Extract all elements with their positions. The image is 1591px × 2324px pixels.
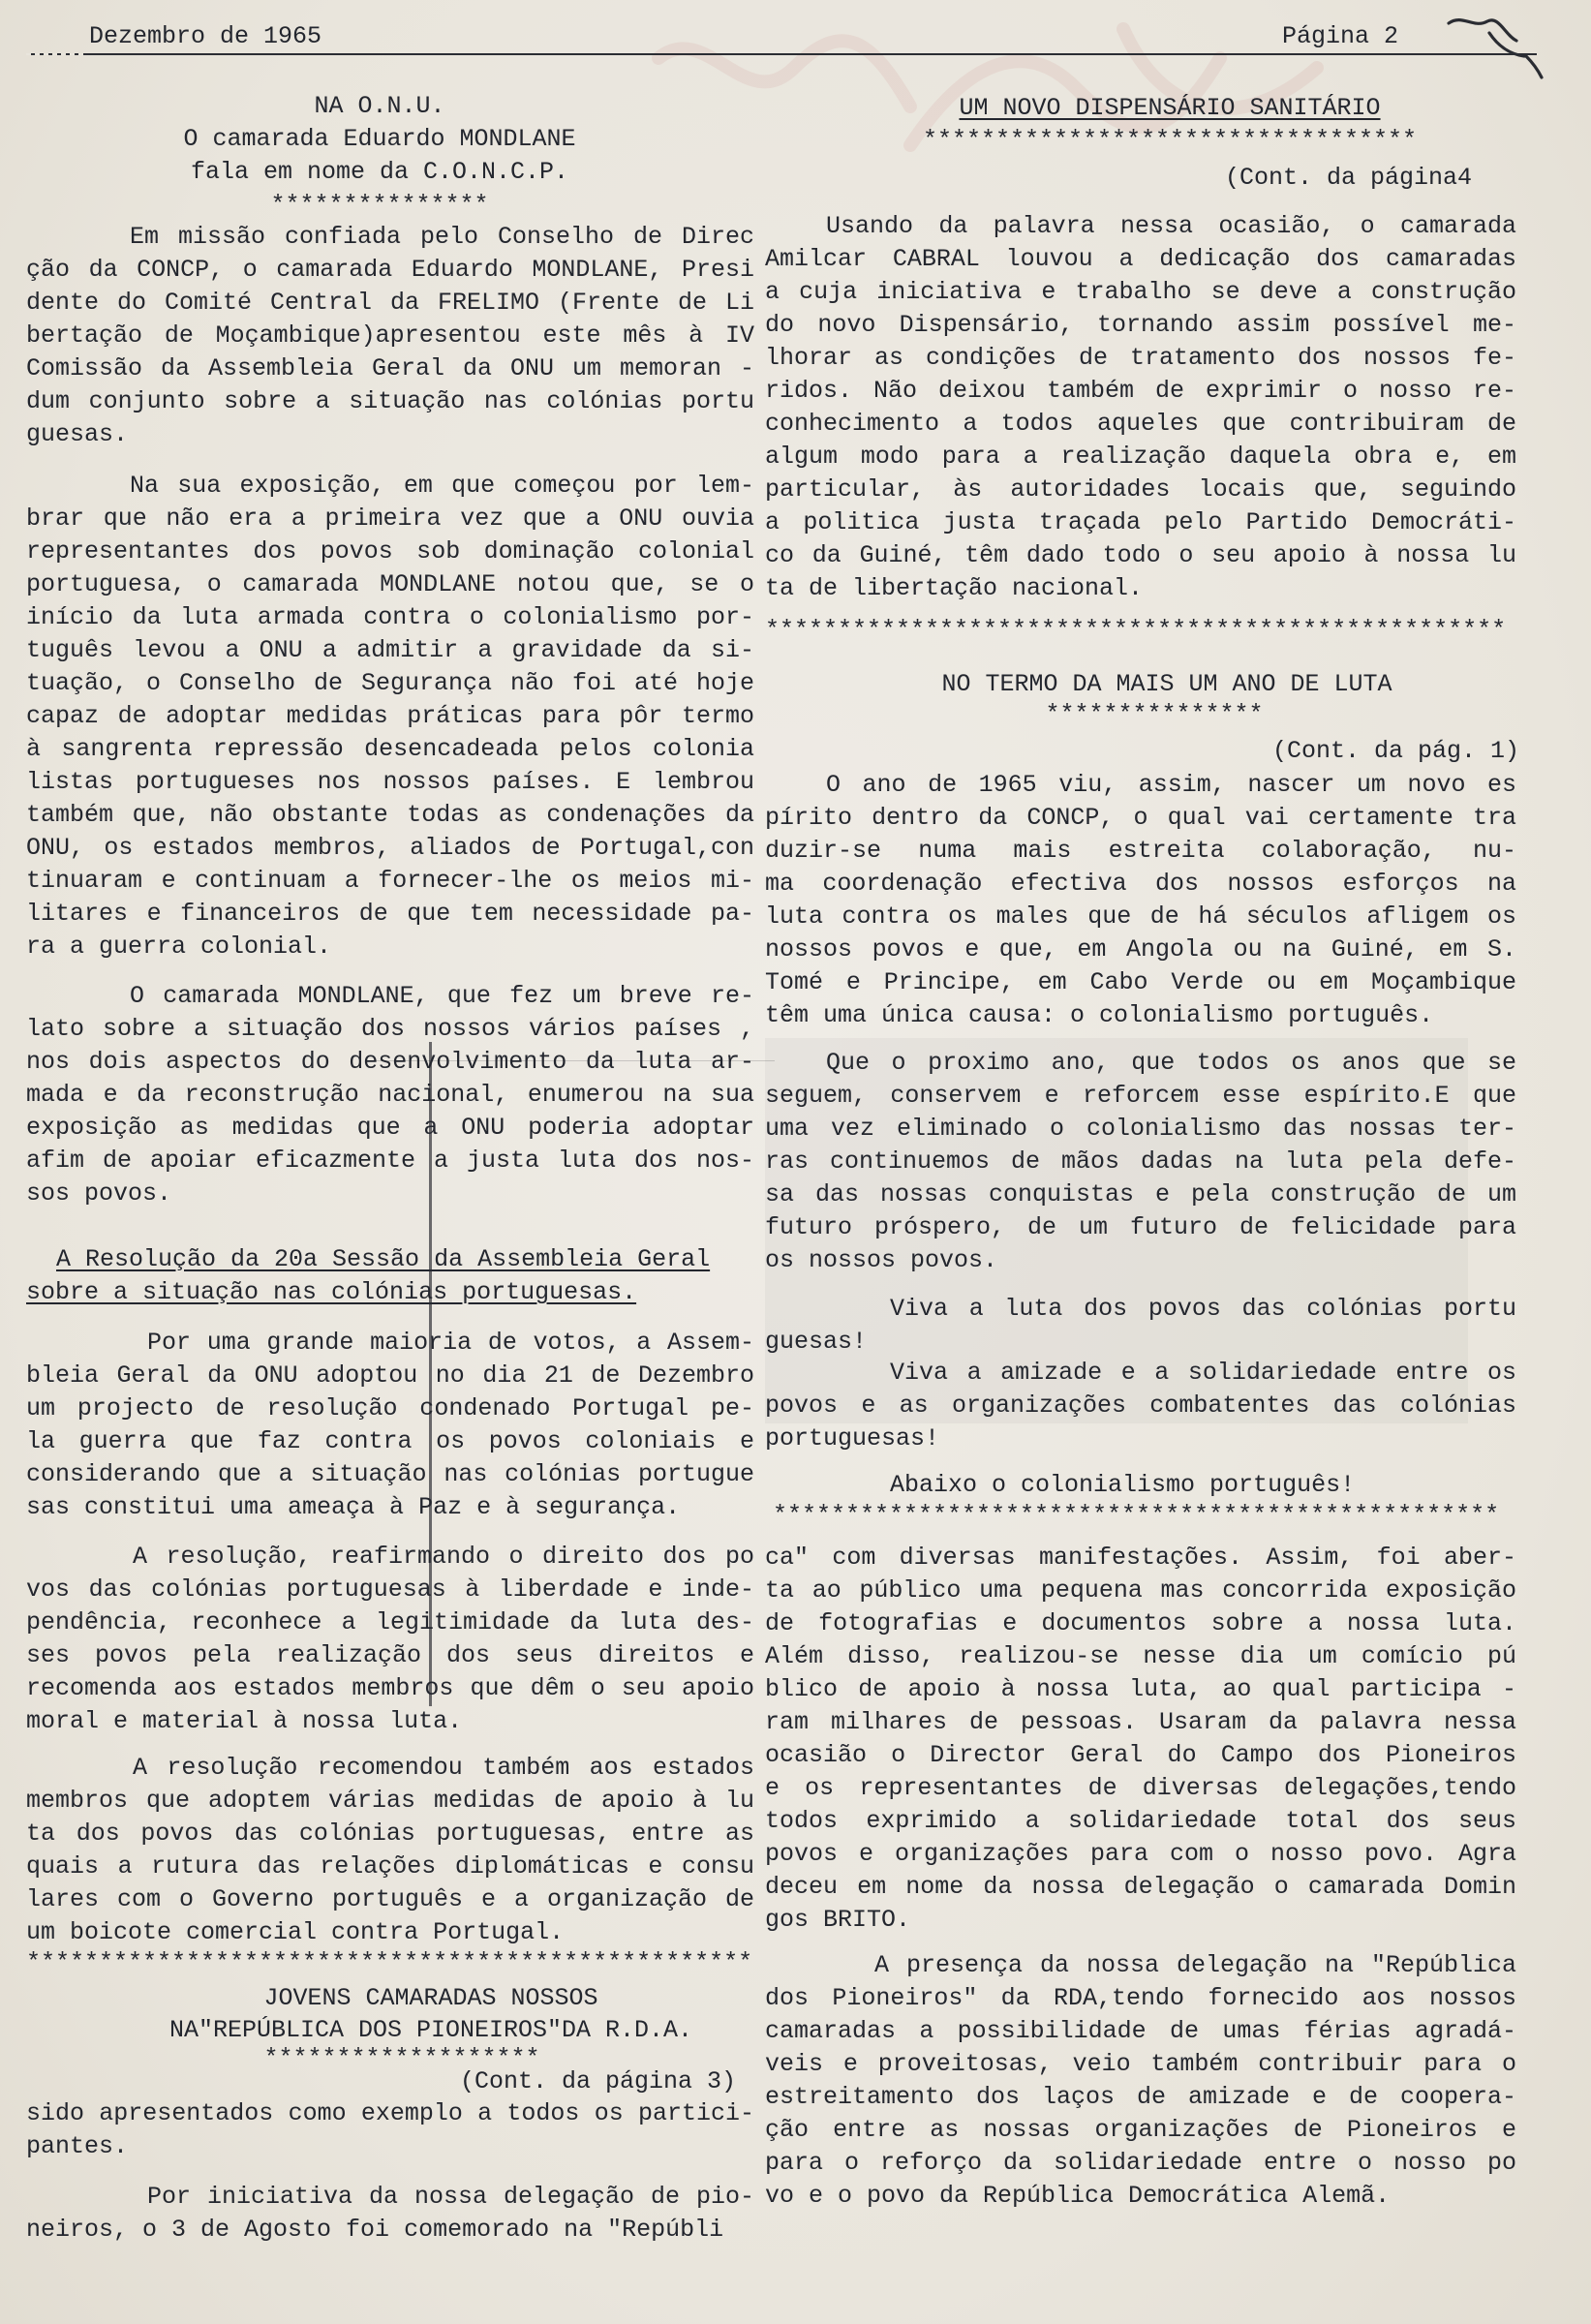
text-line: sos povos. <box>26 1179 172 1208</box>
text-line: quais a rutura das relações diplomáticas e consu <box>26 1852 754 1881</box>
paragraph <box>765 769 1516 1032</box>
subheading-line: A Resolução da 20a Sessão da Assembleia Geral <box>56 1245 711 1273</box>
text-line: ção entre as nossas organizações de Pioneiros e <box>765 2116 1516 2144</box>
text-line: uma vez eliminado o colonialismo das nossas ter- <box>765 1115 1516 1143</box>
text-line: Por iniciativa da nossa delegação de pio- <box>147 2183 754 2211</box>
text-line: sido apresentados como exemplo a todos os partici- <box>26 2099 754 2127</box>
text-line: particular, às autoridades locais que, seguindo <box>765 475 1516 504</box>
text-line: guesas! <box>765 1328 868 1356</box>
text-line: do novo Dispensário, tornando assim possível me- <box>765 311 1516 339</box>
text-line: membros que adoptem várias medidas de apoio à lu <box>26 1787 754 1815</box>
paragraph <box>26 2097 754 2163</box>
text-line: conhecimento a todos aqueles que contribuiram de <box>765 410 1516 438</box>
text-line: Abaixo o colonialismo português! <box>890 1471 1356 1499</box>
text-line: estreitamento dos laços de amizade e de coopera- <box>765 2083 1516 2111</box>
text-line: para o reforço da solidariedade entre o nosso po <box>765 2149 1516 2177</box>
text-line: camaradas a possibilidade de umas férias agradá- <box>765 2017 1516 2045</box>
text-line: vos das colónias portuguesas à liberdade e inde- <box>26 1575 754 1604</box>
continued-from-note: (Cont. da pág. 1) <box>1272 737 1520 765</box>
text-line: la guerra que faz contra os povos coloniais e <box>26 1427 754 1455</box>
text-line: A resolução, reafirmando o direito dos po <box>133 1543 754 1571</box>
text-line: futuro próspero, de um futuro de felicidade para <box>765 1213 1516 1241</box>
text-line: povos e as organizações combatentes das colónias <box>765 1391 1516 1420</box>
header-rule <box>26 53 1537 55</box>
text-line: Amilcar CABRAL louvou a dedicação dos camaradas <box>765 245 1516 273</box>
text-line: dente do Comité Central da FRELIMO (Frente de Li <box>26 289 754 317</box>
text-line: Usando da palavra nessa ocasião, o camarada <box>826 212 1516 240</box>
text-line: tinuaram e continuam a fornecer-lhe os meios mi- <box>26 867 754 895</box>
article-title: NA O.N.U. <box>314 92 445 120</box>
text-line: à sangrenta repressão desencadeada pelos colonia <box>26 735 754 763</box>
text-line: e os representantes de diversas delegações,tendo <box>765 1774 1516 1802</box>
star-separator: ************************************************** <box>26 1948 753 1976</box>
text-line: O camarada MONDLANE, que fez um breve re- <box>130 982 754 1010</box>
text-line: dum conjunto sobre a situação nas colónias portu <box>26 387 754 415</box>
text-line: bertação de Moçambique)apresentou este mês à IV <box>26 321 754 350</box>
text-line: Por uma grande maioria de votos, a Assem- <box>147 1329 754 1357</box>
article-title: NA"REPÚBLICA DOS PIONEIROS"DA R.D.A. <box>168 2016 693 2044</box>
text-line: brar que não era a primeira vez que a ONU ouvia <box>26 505 754 533</box>
text-line: tuguês levou a ONU a admitir a gravidade da si- <box>26 636 754 664</box>
article-title: JOVENS CAMARADAS NOSSOS <box>263 1984 598 2012</box>
text-line: ONU, os estados membros, aliados de Portugal,con <box>26 834 754 862</box>
text-line: tuação, o Conselho de Segurança não foi até hoje <box>26 669 754 697</box>
title-stars: ********************************** <box>922 126 1418 154</box>
star-separator: ************************************************** <box>773 1501 1500 1529</box>
text-line: gos BRITO. <box>765 1906 911 1934</box>
subheading-line: sobre a situação nas colónias portuguesas. <box>26 1278 637 1306</box>
text-line: ção da CONCP, o camarada Eduardo MONDLANE, Presi <box>26 256 754 284</box>
paragraph <box>26 980 754 1210</box>
paragraph <box>26 1541 754 1738</box>
text-line: duzir-se numa mais estreita colaboração, nu- <box>765 837 1516 865</box>
text-line: ridos. Não deixou também de exprimir o nosso re- <box>765 377 1516 405</box>
text-line: portuguesas! <box>765 1424 940 1452</box>
article-subtitle: fala em nome da C.O.N.C.P. <box>190 158 569 186</box>
text-line: ra a guerra colonial. <box>26 933 332 961</box>
paragraph <box>26 2181 754 2247</box>
paragraph <box>26 1327 754 1524</box>
text-line: litares e financeiros de que tem necessidade pa- <box>26 900 754 928</box>
article-title <box>794 92 1545 125</box>
slogan <box>765 1293 1516 1359</box>
paragraph <box>26 470 754 963</box>
text-line: um projecto de resolução condenado Portugal pe- <box>26 1394 754 1422</box>
text-line: nossos povos e que, em Angola ou na Guiné, em S. <box>765 935 1516 963</box>
text-line: pírito dentro da CONCP, o qual vai certamente tra <box>765 804 1516 832</box>
text-line: Na sua exposição, em que começou por lem- <box>130 472 754 500</box>
text-line: Que o proximo ano, que todos os anos que se <box>826 1049 1516 1077</box>
handwritten-mark <box>1441 6 1547 83</box>
text-line: A resolução recomendou também aos estados <box>133 1754 754 1782</box>
text-line: lhorar as condições de tratamento dos nossos fe- <box>765 344 1516 372</box>
text-line: povos e organizações para com o nosso povo. Agra <box>765 1840 1516 1868</box>
text-line: de fotografias e documentos sobre a nossa luta. <box>765 1609 1516 1637</box>
text-line: sas constitui uma ameaça à Paz e à segurança. <box>26 1493 681 1521</box>
text-line: têm uma única causa: o colonialismo português. <box>765 1001 1434 1029</box>
text-line: seguem, conservem e reforcem esse espírito.E que <box>765 1082 1516 1110</box>
title-stars: ******************* <box>263 2044 540 2072</box>
text-line: recomenda aos estados membros que dêm o seu apoio <box>26 1674 754 1702</box>
paragraph <box>26 221 754 451</box>
continued-from-note: (Cont. da página 3) <box>460 2067 737 2095</box>
slogan <box>765 1469 1516 1502</box>
text-line: ses povos pela realização dos seus direitos e <box>26 1641 754 1669</box>
text-line: Viva a luta dos povos das colónias portu <box>890 1295 1516 1323</box>
text-line: ras continuemos de mãos dadas na luta pela defe- <box>765 1147 1516 1176</box>
text-line: neiros, o 3 de Agosto foi comemorado na "Repúbli <box>26 2216 724 2244</box>
text-line: Comissão da Assembleia Geral da ONU um memoran - <box>26 354 754 382</box>
text-line: vo e o povo da República Democrática Alemã. <box>765 2182 1391 2210</box>
paragraph <box>765 1542 1516 1937</box>
text-line: afim de apoiar eficazmente a justa luta dos nos- <box>26 1147 754 1175</box>
text-line: lato sobre a situação dos nossos vários países , <box>26 1015 754 1043</box>
text-line: mada e da reconstrução nacional, enumerou na sua <box>26 1081 754 1109</box>
text-line: todos exprimido a solidariedade total dos seus <box>765 1807 1516 1835</box>
text-line: capaz de adoptar medidas práticas para pôr termo <box>26 702 754 730</box>
text-line: um boicote comercial contra Portugal. <box>26 1918 565 1946</box>
text-line: portuguesa, o camarada MONDLANE notou que, se o <box>26 570 754 598</box>
issue-date: Dezembro de 1965 <box>89 22 322 50</box>
text-line: guesas. <box>26 420 129 448</box>
text-line: ca" com diversas manifestações. Assim, foi aber- <box>765 1544 1516 1572</box>
text-line: a politica justa traçada pelo Partido Democráti- <box>765 508 1516 536</box>
article-subtitle: O camarada Eduardo MONDLANE <box>183 125 576 153</box>
text-line: nos dois aspectos do desenvolvimento da luta ar- <box>26 1048 754 1076</box>
page-number: Página 2 <box>1282 22 1399 50</box>
text-line: Em missão confiada pelo Conselho de Direc <box>130 223 754 251</box>
slogan <box>765 1357 1516 1455</box>
text-line: O ano de 1965 viu, assim, nascer um novo es <box>826 771 1516 799</box>
text-line: co da Guiné, têm dado todo o seu apoio à nossa lu <box>765 541 1516 569</box>
star-separator: *************************************************** <box>765 616 1507 644</box>
text-line: bleia Geral da ONU adoptou no dia 21 de Dezembro <box>26 1361 754 1390</box>
text-line: a cuja iniciativa e trabalho se deve a construção <box>765 278 1516 306</box>
text-line: ta dos povos das colónias portuguesas, entre as <box>26 1819 754 1848</box>
header-rule-dashed-start <box>26 53 84 55</box>
text-line: considerando que a situação nas colónias portugue <box>26 1460 754 1488</box>
text-line: pantes. <box>26 2132 129 2160</box>
article-title-text: UM NOVO DISPENSÁRIO SANITÁRIO <box>959 94 1381 122</box>
text-line: representantes dos povos sob dominação colonial <box>26 537 754 566</box>
text-line: ram milhares de pessoas. Usaram da palavra nessa <box>765 1708 1516 1736</box>
text-line: pendência, reconhece a legitimidade da luta des- <box>26 1608 754 1636</box>
text-line: exposição as medidas que a ONU poderia adoptar <box>26 1114 754 1142</box>
continued-from-note: (Cont. da página4 <box>1225 164 1473 192</box>
text-line: ma coordenação efectiva dos nossos esforços na <box>765 870 1516 898</box>
text-line: os nossos povos. <box>765 1246 998 1274</box>
text-line: veis e proveitosas, veio também contribuir para o <box>765 2050 1516 2078</box>
title-stars: *************** <box>1045 700 1264 728</box>
paragraph <box>26 1752 754 1949</box>
paragraph <box>765 1047 1516 1277</box>
text-line: Viva a amizade e a solidariedade entre os <box>890 1359 1516 1387</box>
text-line: luta contra os males que de há séculos afligem os <box>765 902 1516 931</box>
text-line: dos Pioneiros" da RDA,tendo fornecido aos nossos <box>765 1984 1516 2012</box>
text-line: deceu em nome da nossa delegação o camarada Domin <box>765 1873 1516 1901</box>
text-line: ta ao público uma pequena mas concorrida exposição <box>765 1576 1516 1605</box>
text-line: listas portugueses nos nossos países. E lembrou <box>26 768 754 796</box>
text-line: A presença da nossa delegação na "República <box>874 1951 1516 1979</box>
text-line: algum modo para a realização daquela obra e, em <box>765 443 1516 471</box>
article-title: NO TERMO DA MAIS UM ANO DE LUTA <box>941 670 1392 698</box>
title-stars: *************** <box>270 191 489 219</box>
text-line: moral e material à nossa luta. <box>26 1707 463 1735</box>
text-line: blico de apoio à nossa luta, ao qual participa - <box>765 1675 1516 1703</box>
text-line: lares com o Governo português e a organização de <box>26 1885 754 1913</box>
text-line: Além disso, realizou-se nesse dia um comício pú <box>765 1642 1516 1670</box>
text-line: sa das nossas conquistas e pela construção de um <box>765 1180 1516 1208</box>
section-subheading <box>26 1243 754 1309</box>
paragraph <box>765 1949 1516 2213</box>
text-line: Tomé e Principe, em Cabo Verde ou em Moçambique <box>765 968 1516 996</box>
text-line: início da luta armada contra o colonialismo por- <box>26 603 754 631</box>
text-line: ta de libertação nacional. <box>765 574 1144 602</box>
onu-article-heading <box>26 90 733 222</box>
paragraph <box>765 210 1516 605</box>
text-line: ocasião o Director Geral do Campo dos Pioneiros <box>765 1741 1516 1769</box>
text-line: também que, não obstante todas as condenações da <box>26 801 754 829</box>
